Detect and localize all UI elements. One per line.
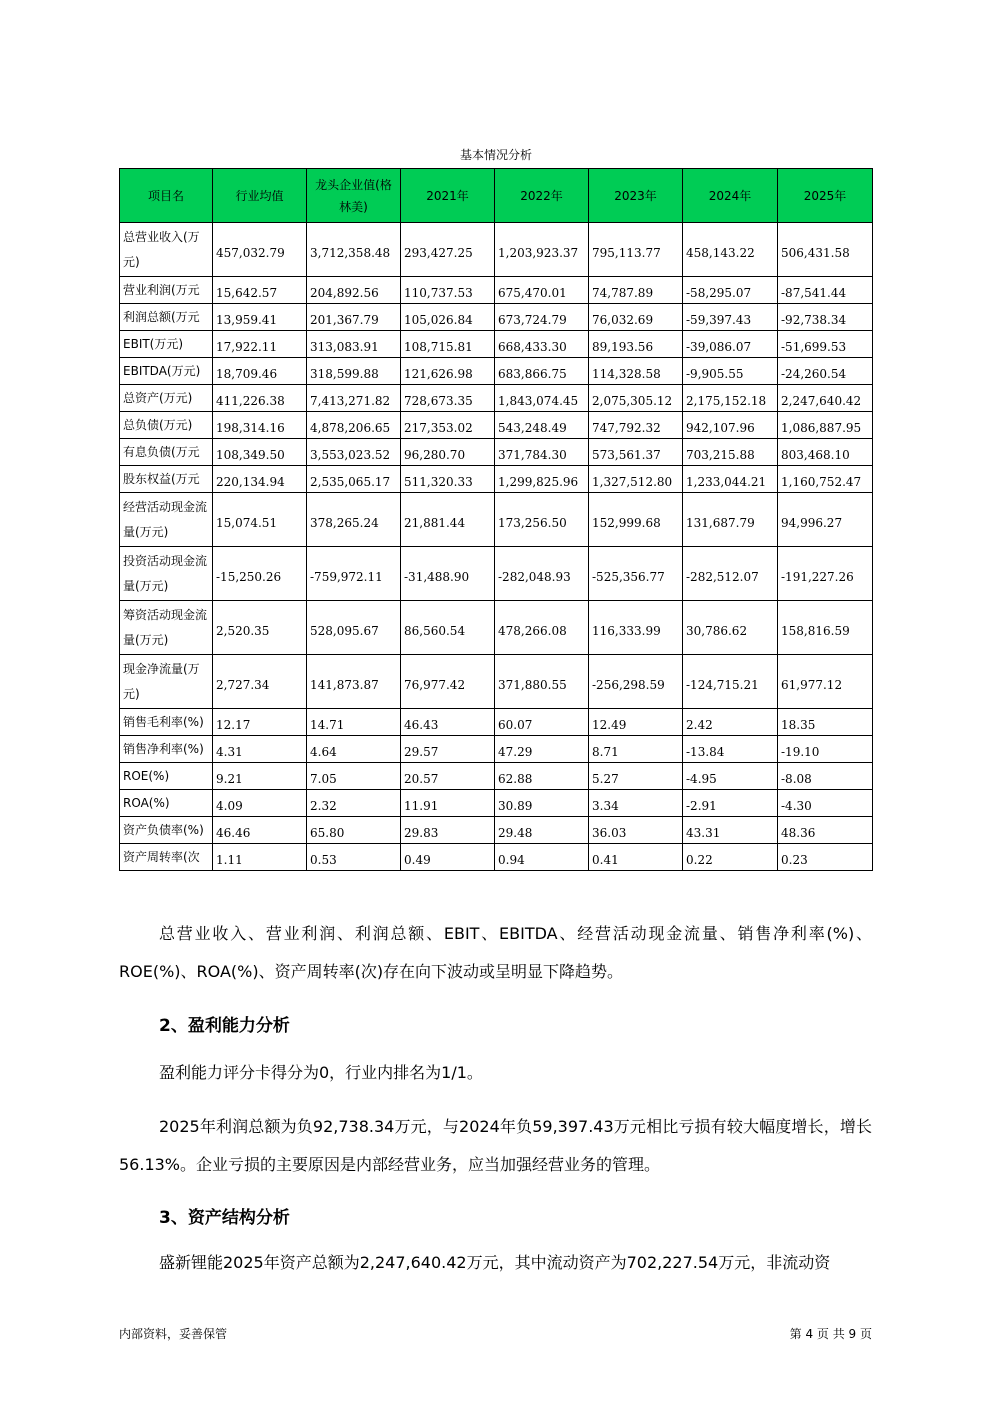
table-cell: 313,083.91 <box>307 331 401 358</box>
table-row <box>120 763 873 790</box>
table-row <box>120 817 873 844</box>
column-header: 2024年 <box>683 169 778 223</box>
table-cell: -8.08 <box>778 763 873 790</box>
table-row <box>120 601 873 655</box>
table-cell: 747,792.32 <box>589 412 683 439</box>
row-label: 总负债(万元) <box>120 412 213 439</box>
table-cell: 543,248.49 <box>495 412 589 439</box>
table-cell: 3,712,358.48 <box>307 223 401 277</box>
table-cell: 506,431.58 <box>778 223 873 277</box>
table-cell: 8.71 <box>589 736 683 763</box>
footer-confidential-note: 内部资料，妥善保管 <box>119 1327 228 1341</box>
table-cell: 7.05 <box>307 763 401 790</box>
column-header: 2023年 <box>589 169 683 223</box>
table-cell: 46.43 <box>401 709 495 736</box>
table-cell: 204,892.56 <box>307 277 401 304</box>
table-cell: 89,193.56 <box>589 331 683 358</box>
table-cell: 0.49 <box>401 844 495 871</box>
table-cell: 12.49 <box>589 709 683 736</box>
row-label: 总营业收入(万元) <box>120 223 213 277</box>
table-cell: 152,999.68 <box>589 493 683 547</box>
table-cell: 198,314.16 <box>213 412 307 439</box>
row-label: ROE(%) <box>120 763 213 790</box>
table-cell: -13.84 <box>683 736 778 763</box>
table-cell: 0.53 <box>307 844 401 871</box>
table-cell: 511,320.33 <box>401 466 495 493</box>
table-cell: 4,878,206.65 <box>307 412 401 439</box>
table-cell: -24,260.54 <box>778 358 873 385</box>
table-cell: 217,353.02 <box>401 412 495 439</box>
table-cell: 76,977.42 <box>401 655 495 709</box>
table-cell: 371,880.55 <box>495 655 589 709</box>
table-cell: 411,226.38 <box>213 385 307 412</box>
table-cell: -4.95 <box>683 763 778 790</box>
table-cell: 14.71 <box>307 709 401 736</box>
table-row <box>120 709 873 736</box>
table-cell: 5.27 <box>589 763 683 790</box>
table-cell: 1,203,923.37 <box>495 223 589 277</box>
table-cell: -51,699.53 <box>778 331 873 358</box>
table-row <box>120 385 873 412</box>
table-cell: 110,737.53 <box>401 277 495 304</box>
table-row <box>120 655 873 709</box>
table-cell: 1,233,044.21 <box>683 466 778 493</box>
table-cell: 2,247,640.42 <box>778 385 873 412</box>
table-cell: 29.83 <box>401 817 495 844</box>
table-cell: 36.03 <box>589 817 683 844</box>
table-cell: 1,843,074.45 <box>495 385 589 412</box>
table-cell: 1,299,825.96 <box>495 466 589 493</box>
table-cell: 108,349.50 <box>213 439 307 466</box>
table-cell: -87,541.44 <box>778 277 873 304</box>
table-cell: 1,160,752.47 <box>778 466 873 493</box>
table-cell: 683,866.75 <box>495 358 589 385</box>
table-cell: 3.34 <box>589 790 683 817</box>
table-cell: -525,356.77 <box>589 547 683 601</box>
table-cell: 728,673.35 <box>401 385 495 412</box>
table-cell: 3,553,023.52 <box>307 439 401 466</box>
table-cell: 30.89 <box>495 790 589 817</box>
table-cell: 47.29 <box>495 736 589 763</box>
table-cell: 114,328.58 <box>589 358 683 385</box>
column-header: 项目名 <box>120 169 213 223</box>
column-header: 龙头企业值(格林美) <box>307 169 401 223</box>
table-cell: -19.10 <box>778 736 873 763</box>
table-cell: 15,642.57 <box>213 277 307 304</box>
table-cell: 2,727.34 <box>213 655 307 709</box>
table-row <box>120 547 873 601</box>
table-cell: 20.57 <box>401 763 495 790</box>
table-cell: -256,298.59 <box>589 655 683 709</box>
table-cell: 293,427.25 <box>401 223 495 277</box>
table-cell: 4.31 <box>213 736 307 763</box>
row-label: 筹资活动现金流量(万元) <box>120 601 213 655</box>
table-cell: 703,215.88 <box>683 439 778 466</box>
table-cell: 11.91 <box>401 790 495 817</box>
row-label: EBIT(万元) <box>120 331 213 358</box>
row-label: EBITDA(万元) <box>120 358 213 385</box>
row-label: 总资产(万元) <box>120 385 213 412</box>
table-row <box>120 358 873 385</box>
table-cell: 318,599.88 <box>307 358 401 385</box>
row-label: 经营活动现金流量(万元) <box>120 493 213 547</box>
table-cell: 108,715.81 <box>401 331 495 358</box>
table-row <box>120 844 873 871</box>
table-cell: 803,468.10 <box>778 439 873 466</box>
table-cell: 30,786.62 <box>683 601 778 655</box>
table-cell: 29.57 <box>401 736 495 763</box>
table-cell: 2.32 <box>307 790 401 817</box>
table-header-row <box>120 169 873 223</box>
table-cell: 60.07 <box>495 709 589 736</box>
table-row <box>120 790 873 817</box>
table-row <box>120 736 873 763</box>
table-cell: 121,626.98 <box>401 358 495 385</box>
profitability-paragraph-1: 盈利能力评分卡得分为0，行业内排名为1/1。 <box>159 1063 483 1082</box>
row-label: 利润总额(万元 <box>120 304 213 331</box>
table-row <box>120 277 873 304</box>
table-cell: 2,075,305.12 <box>589 385 683 412</box>
table-cell: 478,266.08 <box>495 601 589 655</box>
table-row <box>120 223 873 277</box>
table-row <box>120 331 873 358</box>
table-cell: 96,280.70 <box>401 439 495 466</box>
table-cell: 131,687.79 <box>683 493 778 547</box>
table-cell: 105,026.84 <box>401 304 495 331</box>
table-cell: 141,873.87 <box>307 655 401 709</box>
table-cell: 12.17 <box>213 709 307 736</box>
section-heading-asset-structure: 3、资产结构分析 <box>159 1208 290 1228</box>
table-cell: 4.09 <box>213 790 307 817</box>
profitability-paragraph-2: 2025年利润总额为负92,738.34万元，与2024年负59,397.43万元相比亏损有较大幅度增长，增长56.13%。企业亏损的主要原因是内部经营业务，应当加强经营业务的管理。 <box>119 1117 872 1174</box>
table-cell: 17,922.11 <box>213 331 307 358</box>
summary-paragraph: 总营业收入、营业利润、利润总额、EBIT、EBITDA、经营活动现金流量、销售净利率(%)、ROE(%)、ROA(%)、资产周转率(次)存在向下波动或呈明显下降趋势。 <box>119 924 872 981</box>
table-cell: 528,095.67 <box>307 601 401 655</box>
table-cell: -191,227.26 <box>778 547 873 601</box>
asset-structure-paragraph-1: 盛新锂能2025年资产总额为2,247,640.42万元，其中流动资产为702,227.54万元，非流动资 <box>159 1253 831 1272</box>
table-cell: 2,520.35 <box>213 601 307 655</box>
table-cell: 94,996.27 <box>778 493 873 547</box>
table-cell: 2,535,065.17 <box>307 466 401 493</box>
table-cell: -9,905.55 <box>683 358 778 385</box>
row-label: ROA(%) <box>120 790 213 817</box>
table-cell: 116,333.99 <box>589 601 683 655</box>
table-cell: -15,250.26 <box>213 547 307 601</box>
table-cell: 173,256.50 <box>495 493 589 547</box>
table-cell: 2.42 <box>683 709 778 736</box>
row-label: 投资活动现金流量(万元) <box>120 547 213 601</box>
table-cell: 74,787.89 <box>589 277 683 304</box>
table-cell: 1,327,512.80 <box>589 466 683 493</box>
table-cell: -39,086.07 <box>683 331 778 358</box>
table-cell: 158,816.59 <box>778 601 873 655</box>
row-label: 销售净利率(%) <box>120 736 213 763</box>
table-cell: 0.22 <box>683 844 778 871</box>
table-cell: 457,032.79 <box>213 223 307 277</box>
row-label: 有息负债(万元 <box>120 439 213 466</box>
column-header: 2025年 <box>778 169 873 223</box>
table-cell: 13,959.41 <box>213 304 307 331</box>
table-cell: 4.64 <box>307 736 401 763</box>
table-cell: 29.48 <box>495 817 589 844</box>
table-cell: -59,397.43 <box>683 304 778 331</box>
table-cell: 1.11 <box>213 844 307 871</box>
table-cell: 86,560.54 <box>401 601 495 655</box>
column-header: 2022年 <box>495 169 589 223</box>
table-cell: 458,143.22 <box>683 223 778 277</box>
row-label: 销售毛利率(%) <box>120 709 213 736</box>
table-row <box>120 466 873 493</box>
table-cell: 21,881.44 <box>401 493 495 547</box>
row-label: 资产负债率(%) <box>120 817 213 844</box>
row-label: 股东权益(万元 <box>120 466 213 493</box>
column-header: 2021年 <box>401 169 495 223</box>
table-cell: 18,709.46 <box>213 358 307 385</box>
table-cell: 48.36 <box>778 817 873 844</box>
table-row <box>120 412 873 439</box>
table-cell: -2.91 <box>683 790 778 817</box>
financial-table <box>119 168 873 871</box>
table-cell: 2,175,152.18 <box>683 385 778 412</box>
table-cell: 7,413,271.82 <box>307 385 401 412</box>
section-heading-profitability: 2、盈利能力分析 <box>159 1016 290 1036</box>
table-cell: 942,107.96 <box>683 412 778 439</box>
table-body <box>120 223 873 871</box>
table-cell: 0.94 <box>495 844 589 871</box>
table-cell: -124,715.21 <box>683 655 778 709</box>
table-cell: 673,724.79 <box>495 304 589 331</box>
table-row <box>120 304 873 331</box>
table-cell: 0.23 <box>778 844 873 871</box>
column-header: 行业均值 <box>213 169 307 223</box>
table-cell: 46.46 <box>213 817 307 844</box>
table-cell: 18.35 <box>778 709 873 736</box>
table-cell: -31,488.90 <box>401 547 495 601</box>
table-cell: -282,512.07 <box>683 547 778 601</box>
table-caption: 基本情况分析 <box>459 148 532 162</box>
table-cell: -92,738.34 <box>778 304 873 331</box>
table-cell: -282,048.93 <box>495 547 589 601</box>
table-row <box>120 493 873 547</box>
table-cell: 15,074.51 <box>213 493 307 547</box>
table-cell: 0.41 <box>589 844 683 871</box>
row-label: 现金净流量(万元) <box>120 655 213 709</box>
footer-page-number: 第 4 页 共 9 页 <box>789 1327 872 1341</box>
table-cell: 9.21 <box>213 763 307 790</box>
table-cell: -58,295.07 <box>683 277 778 304</box>
table-cell: 371,784.30 <box>495 439 589 466</box>
row-label: 营业利润(万元 <box>120 277 213 304</box>
table-cell: 76,032.69 <box>589 304 683 331</box>
table-cell: -759,972.11 <box>307 547 401 601</box>
table-cell: 795,113.77 <box>589 223 683 277</box>
table-cell: 62.88 <box>495 763 589 790</box>
table-cell: 1,086,887.95 <box>778 412 873 439</box>
table-cell: 378,265.24 <box>307 493 401 547</box>
table-cell: 43.31 <box>683 817 778 844</box>
table-cell: 573,561.37 <box>589 439 683 466</box>
table-cell: 201,367.79 <box>307 304 401 331</box>
table-cell: -4.30 <box>778 790 873 817</box>
table-row <box>120 439 873 466</box>
table-cell: 61,977.12 <box>778 655 873 709</box>
table-cell: 65.80 <box>307 817 401 844</box>
row-label: 资产周转率(次 <box>120 844 213 871</box>
table-cell: 668,433.30 <box>495 331 589 358</box>
table-cell: 675,470.01 <box>495 277 589 304</box>
table-cell: 220,134.94 <box>213 466 307 493</box>
